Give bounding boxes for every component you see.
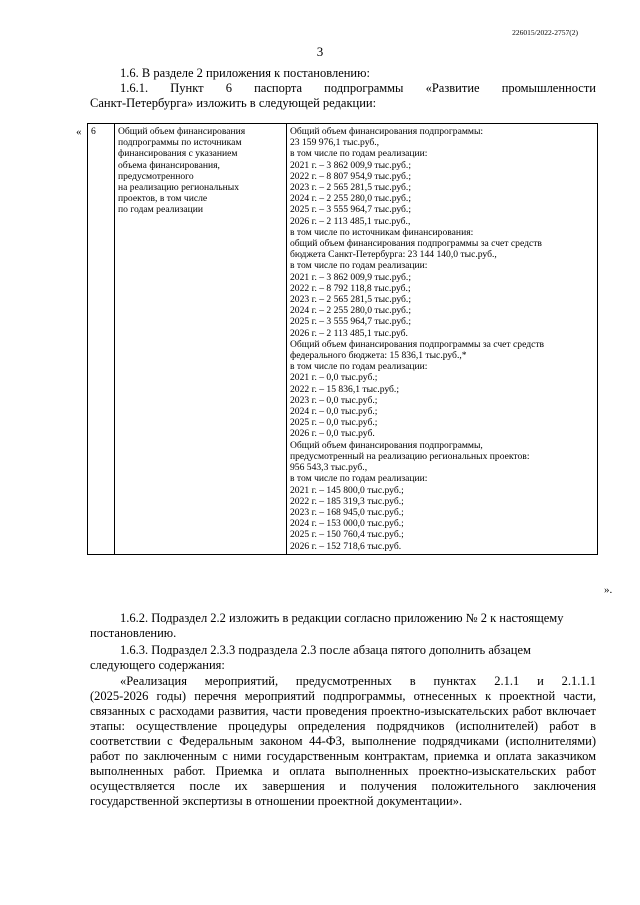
financing-line: 2021 г. – 3 862 009,9 тыс.руб.; [290,159,411,171]
financing-line: 2024 г. – 0,0 тыс.руб.; [290,406,378,418]
label-line: финансирования с указанием [118,148,238,160]
financing-line: 2024 г. – 153 000,0 тыс.руб.; [290,518,404,530]
item-label-lines [118,126,283,216]
passport-item-table [87,123,598,555]
financing-line: 2025 г. – 3 555 964,7 тыс.руб.; [290,316,411,328]
label-line: проектов, в том числе [118,193,208,205]
page-number: 3 [316,44,324,59]
financing-line: 2024 г. – 2 255 280,0 тыс.руб.; [290,305,411,317]
financing-line: 2021 г. – 3 862 009,9 тыс.руб.; [290,271,411,283]
inserted-paragraph-first-line: «Реализация мероприятий, предусмотренных в пунктах 2.1.1 и 2.1.1.1 [120,674,596,688]
financing-line: 2025 г. – 0,0 тыс.руб.; [290,417,378,429]
financing-line: 2026 г. – 0,0 тыс.руб. [290,428,375,440]
financing-line: Общий объем финансирования подпрограммы: [290,126,484,137]
financing-line: 2022 г. – 8 807 954,9 тыс.руб.; [290,170,411,182]
paragraph-1-6-1-line1: 1.6.1. Пункт 6 паспорта подпрограммы «Развитие промышленности [120,81,596,95]
opening-quote-mark: « [76,126,82,138]
label-line: по годам реализации [118,204,204,216]
inserted-paragraph-body: (2025-2026 годы) перечня мероприятий подпрограммы, отнесенных к проектной части, связанных с расходами развития, части проведения проектно-изыскательских работ включает этапы: осуществление процедуры определения подрядчиков (исполнителей) работ в соответствии с Федеральным законом 44-ФЗ, выполнение подрядчиками (исполнителями) работ по заключенным с ними государственным контрактам, приемка и оплата заказчиком выполненных работ. Приемка и оплата выполненных проектно-изыскательских работ осуществляется после их завершения и получения положительного заключения государственной экспертизы в отношении проектной документации». [90,689,596,808]
item-label-cell [115,124,287,555]
financing-line: 23 159 976,1 тыс.руб., [290,137,380,149]
paragraph-1-6-2-line2: постановлению. [90,626,177,640]
paragraph-1-6-2-line1: 1.6.2. Подраздел 2.2 изложить в редакции согласно приложению № 2 к настоящему [120,611,564,625]
financing-line: федерального бюджета: 15 836,1 тыс.руб.,* [290,350,467,362]
financing-line: 2025 г. – 150 760,4 тыс.руб.; [290,529,404,541]
financing-line: 2026 г. – 2 113 485,1 тыс.руб., [290,215,411,227]
financing-line: в том числе по годам реализации: [290,361,428,373]
financing-line: предусмотренный на реализацию региональных проектов: [290,450,530,462]
financing-line: бюджета Санкт-Петербурга: 23 144 140,0 тыс.руб., [290,249,497,261]
label-line: объема финансирования, [118,159,220,171]
financing-line: в том числе по годам реализации: [290,260,428,272]
financing-line: 2023 г. – 0,0 тыс.руб.; [290,394,378,406]
financing-line: 2025 г. – 3 555 964,7 тыс.руб.; [290,204,411,216]
financing-line: 2023 г. – 168 945,0 тыс.руб.; [290,506,404,518]
financing-line: 956 543,3 тыс.руб., [290,462,368,474]
label-line: на реализацию региональных [118,182,240,194]
financing-line: 2021 г. – 145 800,0 тыс.руб.; [290,484,404,496]
closing-quote-mark: ». [604,584,613,596]
financing-line: 2022 г. – 185 319,3 тыс.руб.; [290,495,404,507]
financing-line: 2022 г. – 15 836,1 тыс.руб.; [290,383,399,395]
financing-line: 2023 г. – 2 565 281,5 тыс.руб.; [290,182,411,194]
financing-details [290,126,594,552]
financing-line: 2024 г. – 2 255 280,0 тыс.руб.; [290,193,411,205]
section-heading-1-6: 1.6. В разделе 2 приложения к постановлению: [120,66,370,80]
financing-line: 2023 г. – 2 565 281,5 тыс.руб.; [290,294,411,306]
financing-line: в том числе по годам реализации: [290,473,428,485]
document-registration-number: 226015/2022-2757(2) [512,28,578,37]
financing-line: в том числе по годам реализации: [290,148,428,160]
financing-line: Общий объем финансирования подпрограммы, [290,439,483,451]
table-row [88,124,598,555]
row-number-cell: 6 [88,124,115,555]
label-line: Общий объем финансирования [118,126,246,137]
financing-line: 2026 г. – 2 113 485,1 тыс.руб. [290,327,408,339]
financing-line: 2022 г. – 8 792 118,8 тыс.руб.; [290,282,411,294]
financing-line: общий объем финансирования подпрограммы за счет средств [290,238,542,250]
label-line: подпрограммы по источникам [118,137,242,149]
label-line: предусмотренного [118,170,194,182]
paragraph-1-6-1-line2: Санкт-Петербурга» изложить в следующей редакции: [90,96,377,110]
paragraph-1-6-3-line2: следующего содержания: [90,658,225,672]
item-content-cell [287,124,598,555]
financing-line: 2026 г. – 152 718,6 тыс.руб. [290,540,402,552]
financing-line: 2021 г. – 0,0 тыс.руб.; [290,372,378,384]
financing-line: в том числе по источникам финансирования: [290,226,474,238]
paragraph-1-6-3-line1: 1.6.3. Подраздел 2.3.3 подраздела 2.3 после абзаца пятого дополнить абзацем [120,643,531,657]
financing-line: Общий объем финансирования подпрограммы за счет средств [290,338,545,350]
